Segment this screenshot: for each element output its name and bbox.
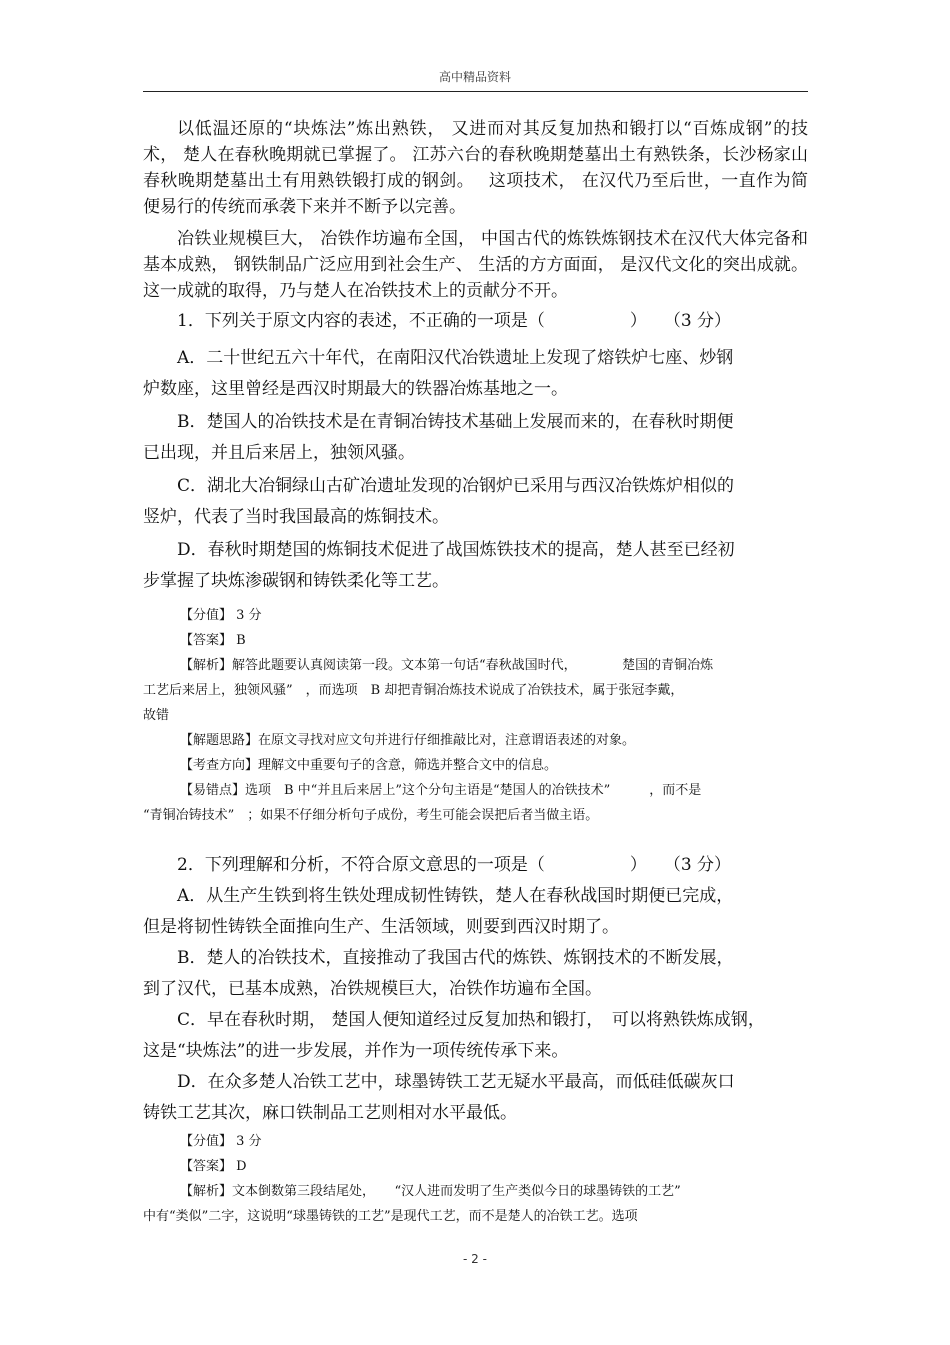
- option-text: B．楚人的冶铁技术，直接推动了我国古代的炼铁、炼钢技术的不断发展，: [177, 948, 734, 968]
- solution-idea: 【解题思路】在原文寻找对应文句并进行仔细推敲比对，注意谓语表述的对象。: [180, 733, 636, 748]
- question-2-option-d: [143, 1067, 808, 1129]
- option-text: D．在众多楚人冶铁工艺中，球墨铸铁工艺无疑水平最高，而低硅低碳灰口: [177, 1072, 735, 1092]
- question-2-option-b: [143, 943, 808, 1005]
- question-1-option-a: [143, 343, 808, 405]
- question-1-stem: 1．下列关于原文内容的表述，不正确的一项是（ ） （3 分）: [177, 311, 732, 331]
- score-label: 【分值】 3 分: [180, 608, 262, 623]
- passage-paragraph: 以低温还原的“块炼法”炼出熟铁， 又进而对其反复加热和锻打以“百炼成钢”的技术， 楚人在春秋晚期就已掌握了。 江苏六台的春秋晚期楚墓出土有熟铁条，长沙杨家山春秋晚期楚墓出土有用熟铁锻打成的钢剑。 这项技术， 在汉代乃至后世，一直作为简便易行的传统而承袭下来并不断予以完善。: [143, 119, 808, 217]
- passage-paragraph: 冶铁业规模巨大， 冶铁作坊遍布全国， 中国古代的炼铁炼钢技术在汉代大体完备和基本成熟， 钢铁制品广泛应用到社会生产、 生活的方方面面， 是汉代文化的突出成就。这一成就的取得，乃与楚人在冶铁技术上的贡献分不开。: [143, 229, 808, 301]
- header-rule: [143, 91, 808, 92]
- option-text: A．从生产生铁到将生铁处理成韧性铸铁，楚人在春秋战国时期便已完成，: [177, 886, 734, 906]
- option-text: 铸铁工艺其次，麻口铁制品工艺则相对水平最低。: [143, 1103, 517, 1123]
- analysis-text: 【解析】文本倒数第三段结尾处， “汉人进而发明了生产类似今日的球墨铸铁的工艺”: [180, 1184, 681, 1199]
- analysis-text: 工艺后来居上，独领风骚” ，而选项 B 却把青铜冶炼技术说成了冶铁技术，属于张冠李戴，: [143, 683, 684, 698]
- answer-label: 【答案】 D: [180, 1159, 247, 1174]
- page-number: - 2 -: [463, 1252, 487, 1266]
- score-label: 【分值】 3 分: [180, 1134, 262, 1149]
- exam-direction: 【考查方向】理解文中重要句子的含意，筛选并整合文中的信息。: [180, 758, 558, 773]
- option-text: 到了汉代，已基本成熟，冶铁规模巨大，冶铁作坊遍布全国。: [143, 979, 602, 999]
- option-text: 炉数座，这里曾经是西汉时期最大的铁器冶炼基地之一。: [143, 379, 568, 399]
- question-2-stem: 2．下列理解和分析，不符合原文意思的一项是（ ） （3 分）: [177, 855, 732, 875]
- page-header: 高中精品资料: [438, 70, 511, 84]
- option-text: D．春秋时期楚国的炼铜技术促进了战国炼铁技术的提高，楚人甚至已经初: [177, 540, 735, 560]
- question-2-option-c: [143, 1005, 808, 1067]
- option-text: 这是“块炼法”的进一步发展，并作为一项传统传承下来。: [143, 1041, 569, 1061]
- pitfall-text: 【易错点】选项 B 中“并且后来居上”这个分句主语是“楚国人的冶铁技术” ，而不是: [180, 783, 702, 798]
- option-text: C．早在春秋时期， 楚国人便知道经过反复加热和锻打， 可以将熟铁炼成钢，: [177, 1010, 765, 1030]
- option-text: C．湖北大冶铜绿山古矿冶遗址发现的冶钢炉已采用与西汉冶铁炼炉相似的: [177, 476, 735, 496]
- question-1-option-b: [143, 407, 808, 469]
- section-gap: [143, 828, 808, 850]
- option-text: 步掌握了块炼渗碳钢和铸铁柔化等工艺。: [143, 571, 449, 591]
- analysis-text: 中有“类似”二字，这说明“球墨铸铁的工艺”是现代工艺，而不是楚人的冶铁工艺。选项: [143, 1209, 638, 1224]
- analysis-text: 故错: [143, 708, 170, 723]
- question-1-option-c: [143, 471, 808, 533]
- question-1-option-d: [143, 535, 808, 597]
- answer-label: 【答案】 B: [180, 633, 246, 648]
- document-body: [143, 116, 808, 1229]
- analysis-text: 【解析】解答此题要认真阅读第一段。文本第一句话“春秋战国时代， 楚国的青铜冶炼: [180, 658, 714, 673]
- option-text: B．楚国人的冶铁技术是在青铜冶铸技术基础上发展而来的，在春秋时期便: [177, 412, 734, 432]
- option-text: A．二十世纪五六十年代，在南阳汉代冶铁遗址上发现了熔铁炉七座、炒钢: [177, 348, 734, 368]
- option-text: 但是将韧性铸铁全面推向生产、生活领域，则要到西汉时期了。: [143, 917, 619, 937]
- option-text: 已出现，并且后来居上，独领风骚。: [143, 443, 415, 463]
- option-text: 竖炉，代表了当时我国最高的炼铜技术。: [143, 507, 449, 527]
- question-2-option-a: [143, 881, 808, 943]
- pitfall-text: “青铜冶铸技术” ；如果不仔细分析句子成份，考生可能会误把后者当做主语。: [143, 808, 599, 823]
